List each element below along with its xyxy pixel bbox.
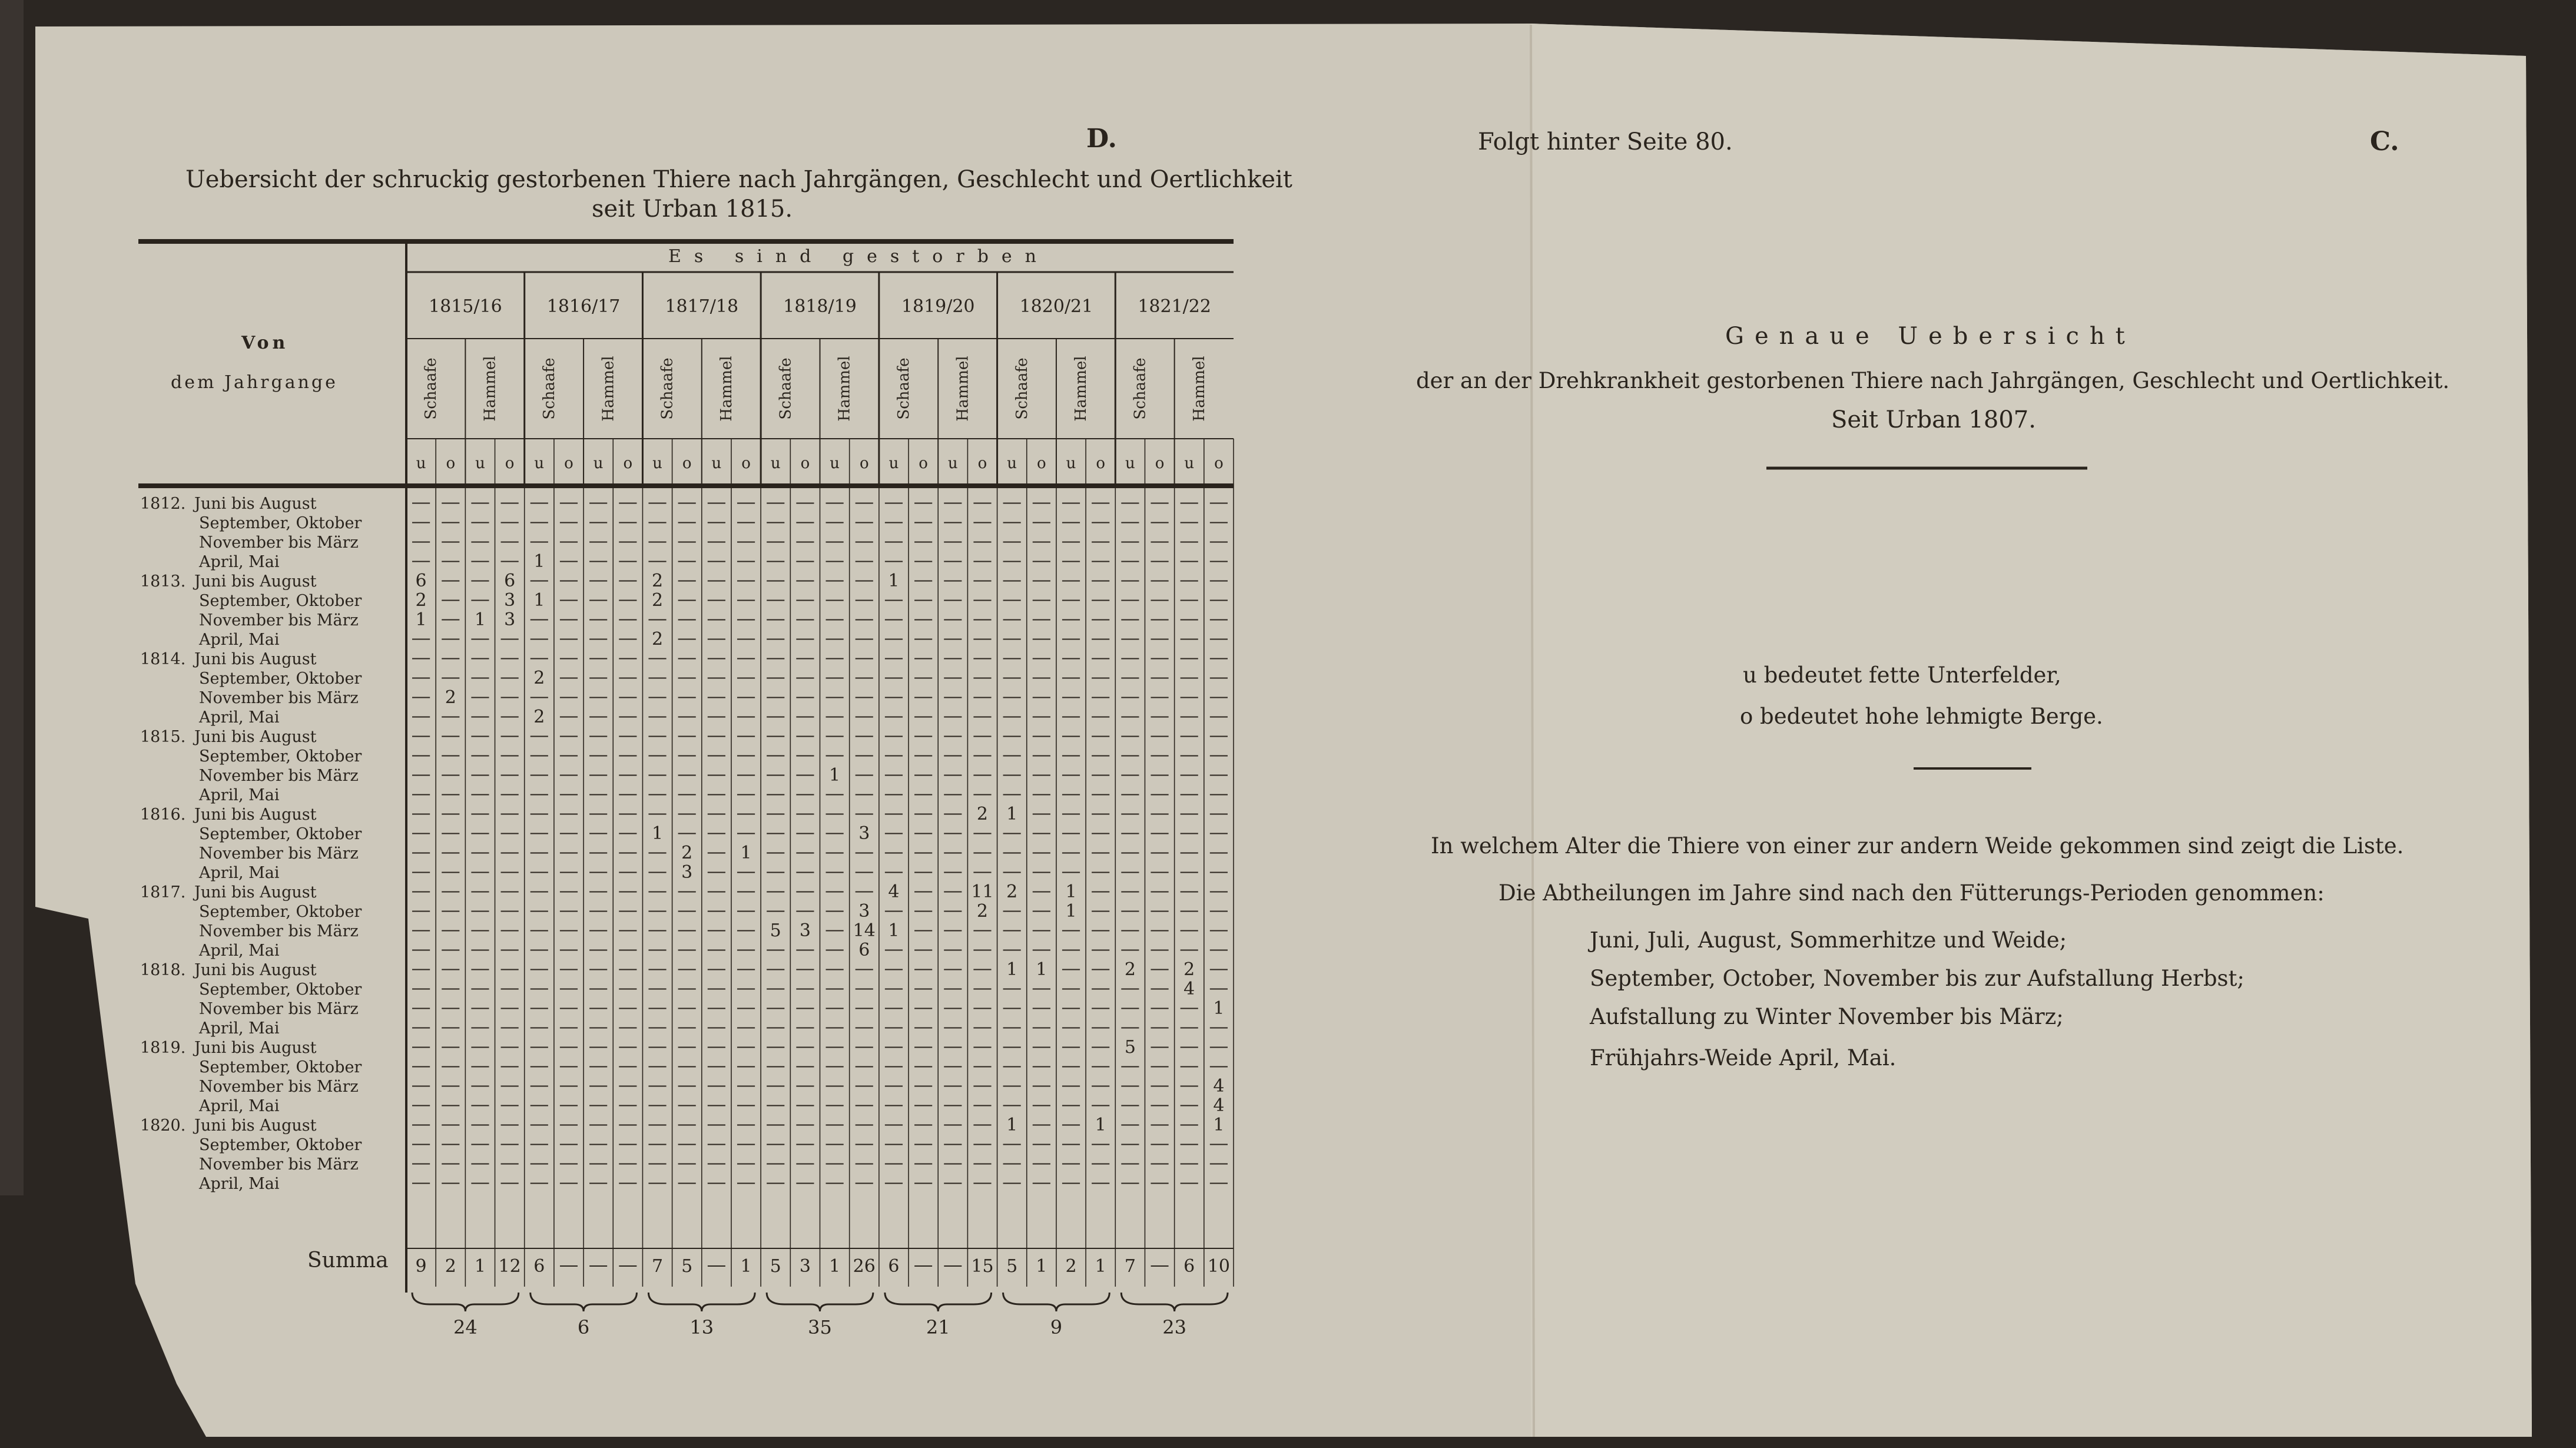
- row-period: September, Oktober: [199, 592, 362, 610]
- uo-label: u: [416, 455, 426, 472]
- row-period: April, Mai: [199, 553, 280, 571]
- uo-label: u: [475, 455, 485, 472]
- table-cell: 11: [971, 882, 994, 902]
- table-cell: 1: [1006, 959, 1018, 980]
- table-cell: 1: [1095, 1115, 1106, 1135]
- table-cell: 3: [504, 590, 516, 611]
- table-cell: 1: [1006, 804, 1018, 824]
- year-group-label: 1818/19: [783, 296, 857, 317]
- row-period: September, Oktober: [199, 825, 362, 843]
- table-cell: 2: [1006, 882, 1018, 902]
- row-period: Juni bis August: [194, 1116, 317, 1135]
- period-4: Frühjahrs-Weide April, Mai.: [1590, 1045, 1897, 1071]
- row-period: April, Mai: [199, 708, 280, 727]
- table-cell: 2: [976, 804, 989, 824]
- row-period: April, Mai: [199, 1097, 280, 1115]
- row-period: Juni bis August: [194, 806, 317, 824]
- summa-label: Summa: [307, 1248, 389, 1273]
- row-period: September, Oktober: [199, 747, 362, 766]
- group-total: 23: [1162, 1316, 1187, 1338]
- uo-label: o: [859, 455, 869, 472]
- table-cell: 1: [415, 609, 427, 630]
- summa-cell: 1: [1095, 1256, 1106, 1277]
- table-cell: 4: [888, 882, 900, 902]
- table-cell: 6: [504, 571, 516, 591]
- row-period: November bis März: [199, 1000, 359, 1018]
- sex-label: Hammel: [954, 356, 972, 422]
- table-cell: 6: [415, 571, 427, 591]
- sex-label: Schaafe: [540, 357, 558, 420]
- row-period: September, Oktober: [199, 514, 362, 532]
- uo-label: u: [888, 455, 899, 472]
- table-cell: 1: [1213, 1115, 1225, 1135]
- row-year: 1818.: [140, 961, 186, 979]
- table-cell: 1: [888, 920, 900, 941]
- table-cell: 3: [681, 862, 693, 883]
- group-total: 6: [577, 1316, 590, 1338]
- summa-cell: 1: [474, 1256, 486, 1277]
- uo-label: u: [1184, 455, 1195, 472]
- note-line1: In welchem Alter die Thiere von einer zur andern Weide gekommen sind zeigt die Liste.: [1431, 833, 2404, 859]
- summa-cell: 6: [888, 1256, 900, 1277]
- row-period: September, Oktober: [199, 1136, 362, 1154]
- row-period: November bis März: [199, 534, 359, 552]
- table-cell: 1: [651, 823, 664, 844]
- uo-label: u: [1007, 455, 1017, 472]
- row-period: April, Mai: [199, 1175, 280, 1193]
- uo-label: u: [1125, 455, 1135, 472]
- table-cell: 1: [533, 551, 545, 572]
- group-total: 21: [926, 1316, 950, 1338]
- summa-cell: 5: [770, 1256, 781, 1277]
- summa-cell: 9: [415, 1256, 427, 1277]
- summa-cell: 15: [971, 1256, 994, 1277]
- row-period: Juni bis August: [194, 495, 317, 513]
- paper-right-half: [1531, 24, 2532, 1437]
- table-cell: 1: [888, 571, 900, 591]
- row-header-jahrgange: dem Jahrgange: [171, 372, 338, 393]
- row-period: November bis März: [199, 1155, 359, 1174]
- right-page-title-line2: der an der Drehkrankheit gestorbenen Thiere nach Jahrgängen, Geschlecht und Oertlichkeit.: [1416, 368, 2450, 393]
- row-period: November bis März: [199, 611, 359, 629]
- table-cell: 2: [651, 629, 664, 650]
- row-period: Juni bis August: [194, 1039, 317, 1057]
- table-cell: 4: [1213, 1095, 1225, 1116]
- table-cell: 3: [799, 920, 811, 941]
- table-cell: 1: [1213, 998, 1225, 1019]
- sex-label: Hammel: [1190, 356, 1208, 422]
- sex-label: Hammel: [599, 356, 618, 422]
- group-total: 24: [453, 1316, 478, 1338]
- sex-label: Hammel: [1072, 356, 1090, 422]
- row-period: September, Oktober: [199, 1058, 362, 1076]
- row-period: September, Oktober: [199, 980, 362, 999]
- row-period: Juni bis August: [194, 728, 317, 746]
- uo-label: o: [505, 455, 515, 472]
- right-page-title-line3: Seit Urban 1807.: [1831, 406, 2036, 433]
- group-total: 13: [689, 1316, 714, 1338]
- table-cell: 1: [829, 765, 841, 786]
- year-group-label: 1819/20: [901, 296, 975, 317]
- summa-cell: 6: [533, 1256, 545, 1277]
- summa-cell: 26: [853, 1256, 876, 1277]
- table-cell: 14: [853, 920, 876, 941]
- table-cell: 3: [858, 901, 870, 922]
- table-cell: 2: [445, 687, 456, 708]
- row-period: September, Oktober: [199, 670, 362, 688]
- sex-label: Schaafe: [777, 357, 795, 420]
- sex-label: Schaafe: [1013, 357, 1031, 420]
- note-line2: Die Abtheilungen im Jahre sind nach den Fütterungs-Perioden genommen:: [1498, 880, 2325, 906]
- row-year: 1812.: [140, 495, 186, 513]
- row-period: September, Oktober: [199, 903, 362, 921]
- row-period: April, Mai: [199, 942, 280, 960]
- uo-label: u: [711, 455, 722, 472]
- left-page-subtitle: seit Urban 1815.: [592, 196, 793, 223]
- uo-label: o: [623, 455, 633, 472]
- row-header-von: Von: [241, 333, 289, 353]
- legend-u: u bedeutet fette Unterfelder,: [1743, 662, 2061, 688]
- table-cell: 4: [1183, 979, 1195, 999]
- row-period: November bis März: [199, 844, 359, 863]
- row-period: April, Mai: [199, 631, 280, 649]
- group-total: 35: [808, 1316, 832, 1338]
- table-cell: 2: [1124, 959, 1136, 980]
- sex-label: Schaafe: [895, 357, 913, 420]
- uo-label: o: [800, 455, 810, 472]
- table-cell: 1: [1065, 882, 1077, 902]
- row-period: November bis März: [199, 1078, 359, 1096]
- uo-label: u: [770, 455, 781, 472]
- sex-label: Schaafe: [1131, 357, 1149, 420]
- summa-cell: 7: [1124, 1256, 1136, 1277]
- table-cell: 2: [533, 707, 545, 727]
- row-period: April, Mai: [199, 864, 280, 882]
- row-period: April, Mai: [199, 1019, 280, 1038]
- sex-label: Hammel: [836, 356, 854, 422]
- uo-label: o: [1037, 455, 1046, 472]
- table-cell: 2: [976, 901, 989, 922]
- period-3: Aufstallung zu Winter November bis März;: [1590, 1004, 2064, 1029]
- summa-cell: 1: [740, 1256, 752, 1277]
- table-cell: 2: [651, 571, 664, 591]
- row-year: 1820.: [140, 1116, 186, 1135]
- uo-label: o: [977, 455, 987, 472]
- table-cell: 1: [533, 590, 545, 611]
- row-year: 1815.: [140, 728, 186, 746]
- summa-cell: 7: [651, 1256, 664, 1277]
- summa-cell: 1: [1036, 1256, 1047, 1277]
- right-header-note: Folgt hinter Seite 80.: [1478, 128, 1733, 155]
- sex-label: Schaafe: [658, 357, 677, 420]
- year-group-label: 1820/21: [1019, 296, 1093, 317]
- summa-cell: 1: [829, 1256, 841, 1277]
- row-period: November bis März: [199, 922, 359, 940]
- year-group-label: 1816/17: [546, 296, 621, 317]
- uo-label: u: [1066, 455, 1076, 472]
- summa-cell: 6: [1183, 1256, 1195, 1277]
- table-cell: 2: [533, 668, 545, 688]
- uo-label: o: [564, 455, 573, 472]
- sex-label: Hammel: [717, 356, 735, 422]
- uo-label: u: [534, 455, 545, 472]
- table-cell: 1: [740, 843, 752, 863]
- year-group-label: 1821/22: [1138, 296, 1211, 317]
- summa-cell: 12: [498, 1256, 521, 1277]
- row-period: November bis März: [199, 689, 359, 707]
- row-period: Juni bis August: [194, 961, 317, 979]
- right-page-title: Genaue Uebersicht: [1725, 323, 2136, 350]
- uo-label: u: [947, 455, 958, 472]
- uo-label: o: [682, 455, 692, 472]
- table-cell: 2: [651, 590, 664, 611]
- table-cell: 3: [504, 609, 516, 630]
- uo-label: o: [919, 455, 928, 472]
- summa-cell: 5: [1006, 1256, 1018, 1277]
- uo-label: o: [741, 455, 751, 472]
- summa-cell: 2: [1065, 1256, 1077, 1277]
- table-cell: 2: [681, 843, 693, 863]
- summa-cell: 10: [1207, 1256, 1231, 1277]
- row-year: 1819.: [140, 1039, 186, 1057]
- legend-o: o bedeutet hohe lehmigte Berge.: [1740, 704, 2103, 729]
- summa-cell: 2: [445, 1256, 456, 1277]
- group-total: 9: [1050, 1316, 1063, 1338]
- uo-label: u: [652, 455, 662, 472]
- row-year: 1817.: [140, 883, 186, 902]
- table-cell: 5: [770, 920, 781, 941]
- summa-cell: 3: [799, 1256, 811, 1277]
- sex-label: Hammel: [481, 356, 499, 422]
- row-year: 1813.: [140, 572, 186, 591]
- row-period: Juni bis August: [194, 572, 317, 591]
- table-cell: 1: [474, 609, 486, 630]
- period-1: Juni, Juli, August, Sommerhitze und Weide;: [1590, 927, 2067, 953]
- table-cell: 2: [415, 590, 427, 611]
- left-page-title: Uebersicht der schruckig gestorbenen Thiere nach Jahrgängen, Geschlecht und Oertlichkeit: [185, 166, 1292, 193]
- row-year: 1816.: [140, 806, 186, 824]
- uo-label: o: [446, 455, 456, 472]
- table-cell: 3: [858, 823, 870, 844]
- table-cell: 5: [1124, 1037, 1136, 1058]
- table-cell: 1: [1036, 959, 1047, 980]
- sex-label: Schaafe: [422, 357, 440, 420]
- table-cell: 4: [1213, 1076, 1225, 1096]
- table-cell: 1: [1065, 901, 1077, 922]
- table-banner: Es sind gestorben: [668, 246, 1049, 267]
- left-page-letter: D.: [1086, 124, 1117, 154]
- row-year: 1814.: [140, 650, 186, 668]
- table-cell: 6: [858, 940, 870, 960]
- uo-label: o: [1096, 455, 1106, 472]
- year-group-label: 1815/16: [429, 296, 502, 317]
- uo-label: o: [1155, 455, 1165, 472]
- uo-label: u: [593, 455, 604, 472]
- summa-cell: 5: [681, 1256, 693, 1277]
- row-period: November bis März: [199, 767, 359, 785]
- year-group-label: 1817/18: [665, 296, 739, 317]
- row-period: April, Mai: [199, 786, 280, 804]
- period-2: September, October, November bis zur Aufstallung Herbst;: [1590, 966, 2245, 991]
- row-period: Juni bis August: [194, 883, 317, 902]
- uo-label: u: [830, 455, 840, 472]
- row-period: Juni bis August: [194, 650, 317, 668]
- right-page-letter: C.: [2370, 127, 2399, 157]
- table-cell: 2: [1183, 959, 1195, 980]
- uo-label: o: [1214, 455, 1224, 472]
- table-cell: 1: [1006, 1115, 1018, 1135]
